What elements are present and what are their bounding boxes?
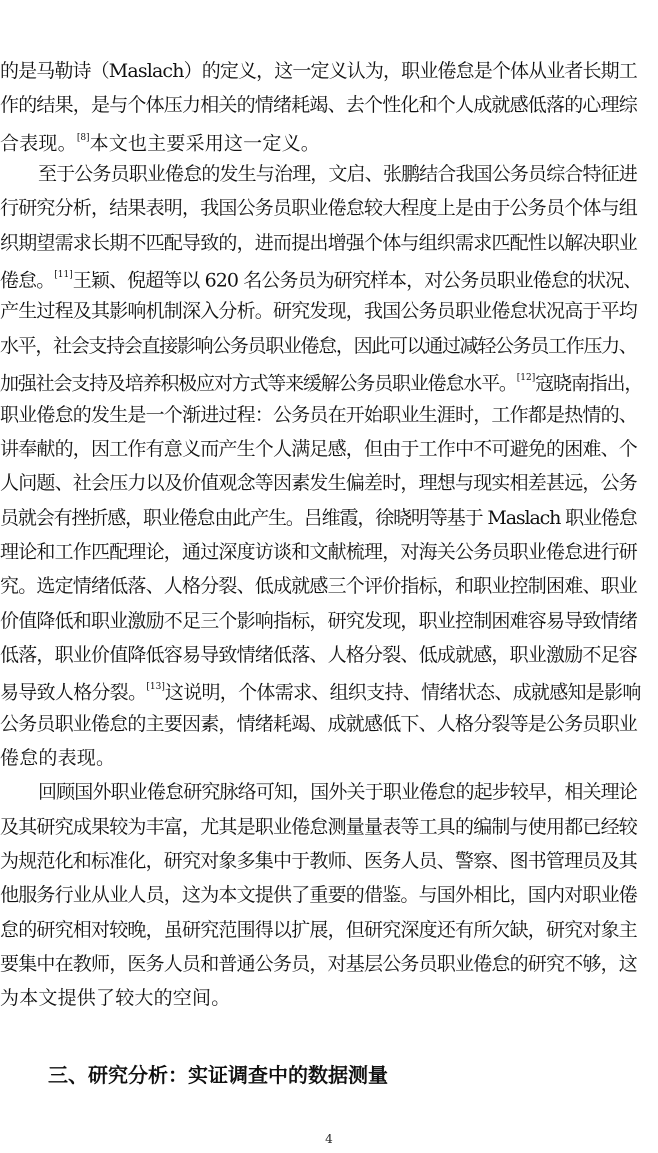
text-run: 理论和工作匹配理论，通过深度访谈和文献梳理，对海关公务员职业倦怠进行研 <box>0 540 637 563</box>
text-line <box>0 775 658 809</box>
text-line <box>0 501 658 535</box>
text-run: 织期望需求长期不匹配导致的，进而提出增强个体与组织需求匹配性以解决职业 <box>0 231 637 254</box>
text-run: 至于公务员职业倦怠的发生与治理，文启、张鹏结合我国公务员综合特征进 <box>38 163 637 186</box>
text-line <box>0 672 658 706</box>
section-heading: 三、研究分析：实证调查中的数据测量 <box>48 1063 388 1087</box>
text-run: 价值降低和职业激励不足三个影响指标，研究发现，职业控制困难容易导致情绪 <box>0 609 637 632</box>
text-run: 作的结果，是与个体压力相关的情绪耗竭、去个性化和个人成就感低落的心理综 <box>0 94 637 117</box>
text-line <box>0 466 658 500</box>
text-line <box>0 981 658 1015</box>
text-line <box>0 226 658 260</box>
text-run: 倦怠。 <box>0 269 55 292</box>
text-run: 产生过程及其影响机制深入分析。研究发现，我国公务员职业倦怠状况高于平均 <box>0 300 637 323</box>
text-line <box>0 913 658 947</box>
text-run: 加强社会支持及培养积极应对方式等来缓解公务员职业倦怠水平。 <box>0 372 517 395</box>
text-run: 的是马勒诗（Maslach）的定义，这一定义认为，职业倦怠是个体从业者长期工 <box>0 60 637 82</box>
text-line <box>0 810 658 844</box>
text-line <box>0 123 658 157</box>
text-run: 要集中在教师，医务人员和普通公务员，对基层公务员职业倦怠的研究不够，这 <box>0 953 637 976</box>
text-line <box>0 878 658 912</box>
text-run: 合表现。 <box>0 132 77 155</box>
text-line-content <box>0 466 637 500</box>
text-line-content <box>0 981 230 1015</box>
text-line <box>0 88 658 122</box>
text-line <box>0 294 658 328</box>
text-line-content <box>0 810 637 844</box>
text-run: 水平，社会支持会直接影响公务员职业倦怠，因此可以通过减轻公务员工作压力、 <box>0 334 637 357</box>
text-run: 为本文提供了较大的空间。 <box>0 987 231 1010</box>
text-line-content <box>0 363 642 400</box>
text-line-content <box>38 775 637 809</box>
citation-superscript: [8] <box>76 132 90 143</box>
text-line-content <box>0 88 637 122</box>
text-run: 员就会有挫折感，职业倦怠由此产生。吕维霞，徐晓明等基于 Maslach 职业倦怠 <box>0 506 637 529</box>
text-run: 王颖、倪超等以 620 名公务员为研究样本，对公务员职业倦怠的状况、 <box>72 269 642 292</box>
text-line-content <box>0 54 637 88</box>
text-line-content <box>0 294 637 328</box>
text-line-content <box>0 878 637 912</box>
text-line-content <box>0 947 637 981</box>
text-run: 这说明，个体需求、组织支持、情绪状态、成就感知是影响 <box>164 681 641 704</box>
text-line <box>0 535 658 569</box>
text-line-content <box>0 501 637 535</box>
text-line-content <box>0 672 641 709</box>
text-line-content <box>0 707 637 741</box>
text-line-content <box>0 260 641 297</box>
text-line <box>0 398 658 432</box>
text-line <box>0 363 658 397</box>
text-line-content <box>0 913 637 947</box>
text-run: 本文也主要采用这一定义。 <box>89 132 320 155</box>
page-number: 4 <box>325 1132 333 1146</box>
text-run: 及其研究成果较为丰富，尤其是职业倦怠测量量表等工具的编制与使用都已经较 <box>0 815 637 838</box>
text-run: 低落，职业价值降低容易导致情绪低落、人格分裂、低成就感，职业激励不足容 <box>0 643 637 666</box>
text-run: 倦怠的表现。 <box>0 747 116 769</box>
text-line-content <box>0 329 636 363</box>
text-line-content <box>0 604 637 638</box>
text-run: 讲奉献的，因工作有意义而产生个人满足感，但由于工作中不可避免的困难、个 <box>0 437 637 460</box>
text-line-content <box>0 844 637 878</box>
text-line <box>0 191 658 225</box>
text-run: 行研究分析，结果表明，我国公务员职业倦怠较大程度上是由于公务员个体与组 <box>0 197 637 220</box>
text-line-content <box>0 638 637 672</box>
text-run: 易导致人格分裂。 <box>0 681 147 704</box>
text-run: 人问题、社会压力以及价值观念等因素发生偏差时，理想与现实相差甚远，公务 <box>0 472 637 495</box>
text-run: 寇晓南指出， <box>535 372 643 395</box>
text-line-content <box>0 398 637 432</box>
text-line <box>0 707 658 741</box>
text-run: 究。选定情绪低落、人格分裂、低成就感三个评价指标，和职业控制困难、职业 <box>0 575 637 598</box>
text-line <box>0 604 658 638</box>
text-run: 公务员职业倦怠的主要因素，情绪耗竭、成就感低下、人格分裂等是公务员职业 <box>0 712 637 735</box>
text-run: 他服务行业从业人员，这为本文提供了重要的借鉴。与国外相比，国内对职业倦 <box>0 884 637 907</box>
text-line-content <box>0 191 637 225</box>
text-line <box>0 432 658 466</box>
text-line <box>0 329 658 363</box>
text-run: 怠的研究相对较晚，虽研究范围得以扩展，但研究深度还有所欠缺，研究对象主 <box>0 918 637 941</box>
text-line-content <box>0 123 320 160</box>
text-line <box>0 157 658 191</box>
citation-superscript: [13] <box>146 682 165 693</box>
text-line <box>0 638 658 672</box>
text-run: 职业倦怠的发生是一个渐进过程：公务员在开始职业生涯时，工作都是热情的、 <box>0 403 637 426</box>
text-line-content <box>0 432 637 466</box>
text-line <box>0 947 658 981</box>
text-line <box>0 741 658 775</box>
text-line-content <box>0 569 637 603</box>
text-run: 回顾国外职业倦怠研究脉络可知，国外关于职业倦怠的起步较早，相关理论 <box>38 781 637 804</box>
text-line <box>0 844 658 878</box>
text-line-content <box>0 741 115 775</box>
text-run: 为规范化和标准化，研究对象多集中于教师、医务人员、警察、图书管理员及其 <box>0 850 637 873</box>
citation-superscript: [11] <box>54 270 73 281</box>
text-line-content <box>0 535 637 569</box>
text-line-content <box>38 157 637 191</box>
text-line <box>0 569 658 603</box>
text-line-content <box>0 226 637 260</box>
citation-superscript: [12] <box>516 373 536 384</box>
text-line <box>0 54 658 88</box>
text-line <box>0 260 658 294</box>
